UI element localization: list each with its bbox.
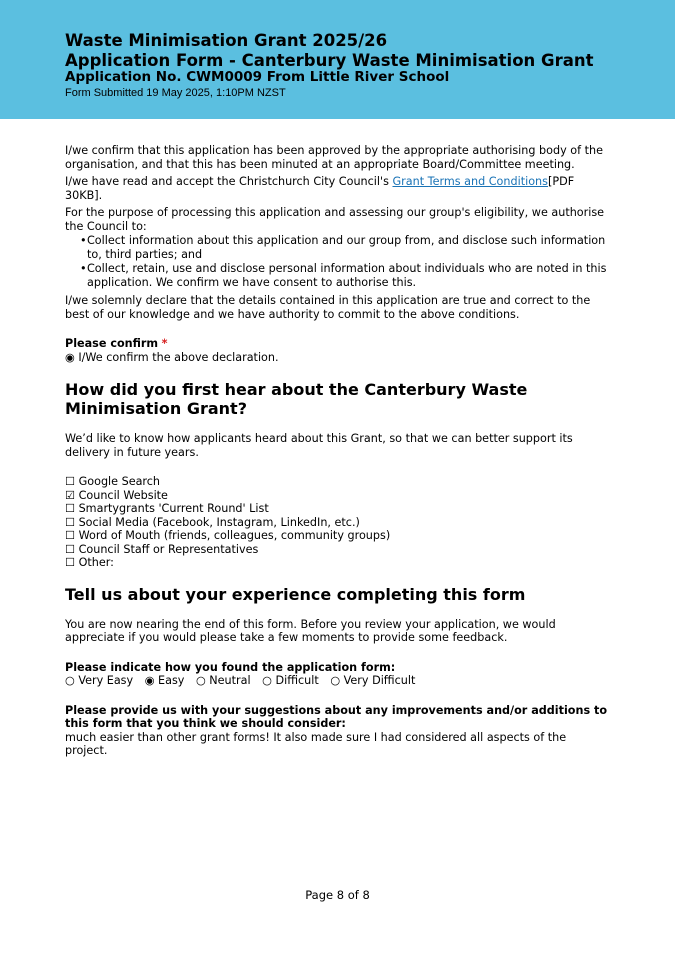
declaration-para-2-text: I/we have read and accept the Christchurch City Council's — [65, 175, 393, 188]
confirm-label: Please confirm — [65, 337, 159, 350]
checkbox-smartygrants[interactable]: ☐ Smartygrants 'Current Round' List — [65, 502, 269, 515]
declaration-para-4: I/we solemnly declare that the details contained in this application are true and correct to the best of our knowledge and we have authority to commit to the above conditions. — [65, 294, 591, 321]
hear-intro: We’d like to know how applicants heard about this Grant, so that we can better support its delivery in future years. — [65, 432, 573, 459]
rating-label: Please indicate how you found the application form: — [65, 660, 396, 674]
declaration-para-2 — [65, 175, 610, 202]
checkbox-social-media[interactable]: ☐ Social Media (Facebook, Instagram, LinkedIn, etc.) — [65, 515, 360, 529]
declaration-para-3: For the purpose of processing this application and assessing our group's eligibility, we authorise the Council to: — [65, 206, 605, 233]
header-banner — [0, 0, 675, 119]
radio-difficult[interactable]: ○ Difficult — [262, 674, 319, 687]
required-marker: * — [161, 337, 168, 350]
radio-neutral[interactable]: ○ Neutral — [195, 674, 251, 687]
list-item — [65, 234, 610, 261]
checkbox-word-of-mouth[interactable]: ☐ Word of Mouth (friends, colleagues, community groups) — [65, 529, 391, 542]
hear-options — [65, 475, 610, 570]
form-subtitle: Application Form - Canterbury Waste Minimisation Grant — [65, 51, 594, 70]
checkbox-google-search[interactable]: ☐ Google Search — [65, 475, 161, 488]
suggestions-answer: much easier than other grant forms! It also made sure I had considered all aspects of the project. — [65, 730, 567, 757]
form-content — [65, 144, 610, 758]
declaration-para-2-suffix: [PDF 30KB]. — [65, 175, 575, 202]
bullet-text: Collect, retain, use and disclose personal information about individuals who are noted in this application. We confirm we have consent to authorise this. — [87, 262, 607, 289]
confirm-label-row — [65, 337, 610, 351]
rating-options — [65, 674, 610, 688]
bullet-icon: • — [80, 234, 87, 247]
checkbox-other[interactable]: ☐ Other: — [65, 556, 114, 569]
page-number: Page 8 of 8 — [305, 888, 370, 902]
bullet-text: Collect information about this application and our group from, and disclose such information to, third parties; and — [87, 234, 606, 261]
submitted-timestamp: Form Submitted 19 May 2025, 1:10PM NZST — [65, 87, 286, 99]
experience-heading: Tell us about your experience completing this form — [65, 584, 526, 604]
application-number: Application No. CWM0009 From Little River School — [65, 69, 450, 85]
checkbox-council-staff[interactable]: ☐ Council Staff or Representatives — [65, 542, 259, 556]
confirm-radio[interactable]: ◉ I/We confirm the above declaration. — [65, 350, 279, 364]
terms-link[interactable]: Grant Terms and Conditions — [392, 175, 548, 188]
list-item — [65, 262, 610, 289]
experience-intro: You are now nearing the end of this form. Before you review your application, we would appreciate if you would please take a few moments to provide some feedback. — [65, 617, 556, 644]
authorisation-list — [65, 234, 610, 289]
checkbox-council-website[interactable]: ☑ Council Website — [65, 488, 168, 502]
radio-very-easy[interactable]: ○ Very Easy — [65, 674, 134, 687]
form-title: Waste Minimisation Grant 2025/26 — [65, 31, 388, 50]
declaration-para-1: I/we confirm that this application has been approved by the appropriate authorising body of the organisation, and that this has been minuted at an appropriate Board/Committee meeting. — [65, 144, 603, 171]
bullet-icon: • — [80, 262, 87, 275]
hear-heading: How did you first hear about the Canterbury Waste Minimisation Grant? — [65, 380, 528, 418]
radio-very-difficult[interactable]: ○ Very Difficult — [330, 674, 416, 687]
radio-easy[interactable]: ◉ Easy — [144, 674, 185, 687]
suggestions-label: Please provide us with your suggestions about any improvements and/or additions to this form that you think we should consider: — [65, 703, 608, 730]
